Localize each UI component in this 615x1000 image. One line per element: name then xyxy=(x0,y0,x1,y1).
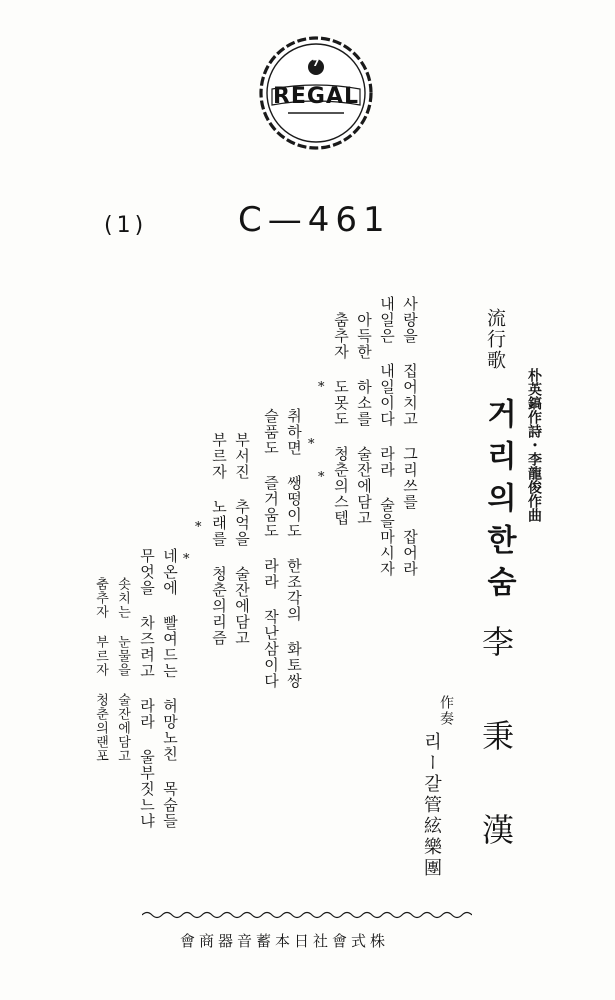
verse-line: 부서진 추억을 술잔에담고 xyxy=(233,432,251,646)
singer-name: 李秉漢 xyxy=(477,625,515,907)
verse-line: 취하면 쌩떵이도 한조각의 화토쌍 xyxy=(285,408,303,689)
verse-line: 부르자 노래를 청춘의리즘 xyxy=(210,432,228,646)
verse-line: 무엇을 차즈려고 라라 울부짓느냐 xyxy=(138,548,156,829)
separator-star: * xyxy=(195,520,202,535)
verse-line: 슬품도 즐거움도 라라 작난삼이다 xyxy=(262,408,280,689)
separator-star: * xyxy=(183,552,190,567)
logo-text: REGAL xyxy=(272,84,360,109)
logo-badge: 7 xyxy=(312,58,320,69)
separator-star: * xyxy=(318,380,325,395)
verse-line: 춤추자 부르자 청춘의랜포 xyxy=(93,577,108,763)
accompaniment: 리ー갈管絃樂團 xyxy=(421,732,442,879)
separator-star: * xyxy=(318,470,325,485)
verse-line: 솟치는 눈물을 술잔에담고 xyxy=(115,577,130,763)
publisher-name: 會商器音蓄本日社會式株 xyxy=(180,932,390,950)
accompaniment-label: 作奏 xyxy=(438,695,454,727)
verse-line: 아득한 하소를 술잔에담고 xyxy=(355,312,373,526)
record-number: C—461 xyxy=(238,200,391,240)
song-genre: 流行歌 xyxy=(484,308,506,371)
credits: 朴英鎬作詩・李龍俊作曲 xyxy=(526,368,542,522)
record-index: (1) xyxy=(104,213,148,238)
footer-divider xyxy=(142,908,472,922)
verse-line: 춤추자 도못도 청춘의스텝 xyxy=(332,312,350,526)
verse-line: 네온에 빨여드는 허망노친 목숨들 xyxy=(161,548,179,829)
separator-star: * xyxy=(308,437,315,452)
song-title: 거리의한숨 xyxy=(481,398,516,608)
verse-line: 사랑을 집어치고 그리쓰를 잡어라 xyxy=(401,296,419,577)
verse-line: 내일은 내일이다 라라 술을마시자 xyxy=(378,296,396,577)
